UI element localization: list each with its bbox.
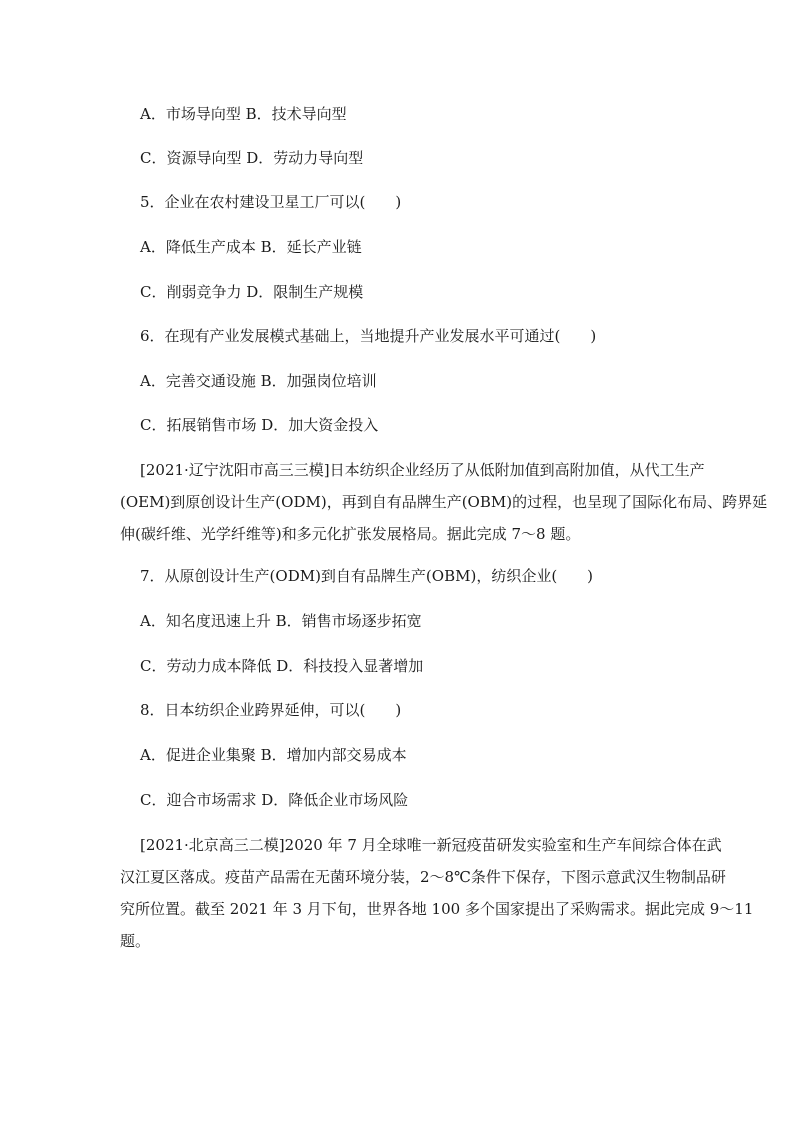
option-line-4cd: C．资源导向型 D．劳动力导向型 [140,149,364,167]
option-line-7ab: A．知名度迅速上升 B．销售市场逐步拓宽 [140,612,422,630]
question-5: 5．企业在农村建设卫星工厂可以( ) [140,193,402,211]
question-7: 7．从原创设计生产(ODM)到自有品牌生产(OBM)，纺织企业( ) [140,567,594,585]
passage-9-11-line-1: [2021·北京高三二模]2020 年 7 月全球唯一新冠疫苗研发实验室和生产车间综合体在武 [140,836,722,854]
question-8: 8．日本纺织企业跨界延伸，可以( ) [140,701,402,719]
option-line-5ab: A．降低生产成本 B．延长产业链 [140,238,362,256]
passage-9-11-line-4: 题。 [120,932,151,950]
passage-9-11-line-3: 究所位置。截至 2021 年 3 月下旬，世界各地 100 多个国家提出了采购需求。据此完成 9～11 [120,900,754,918]
passage-7-8 [120,454,768,550]
passage-7-8-line-3: 伸(碳纤维、光学纤维等)和多元化扩张发展格局。据此完成 7～8 题。 [120,525,581,543]
option-line-8ab: A．促进企业集聚 B．增加内部交易成本 [140,746,407,764]
passage-9-11-line-2: 汉江夏区落成。疫苗产品需在无菌环境分装，2～8℃条件下保存，下图示意武汉生物制品研 [120,868,726,886]
option-line-8cd: C．迎合市场需求 D．降低企业市场风险 [140,791,409,809]
question-6: 6．在现有产业发展模式基础上，当地提升产业发展水平可通过( ) [140,327,597,345]
passage-7-8-line-1: [2021·辽宁沈阳市高三三模]日本纺织企业经历了从低附加值到高附加值，从代工生产 [140,461,705,479]
option-line-4ab: A．市场导向型 B．技术导向型 [140,105,347,123]
option-line-6cd: C．拓展销售市场 D．加大资金投入 [140,416,379,434]
option-line-6ab: A．完善交通设施 B．加强岗位培训 [140,372,377,390]
passage-9-11 [120,829,754,957]
passage-7-8-line-2: (OEM)到原创设计生产(ODM)，再到自有品牌生产(OBM)的过程，也呈现了国际化布局、跨界延 [120,493,768,511]
option-line-7cd: C．劳动力成本降低 D．科技投入显著增加 [140,657,424,675]
option-line-5cd: C．削弱竞争力 D．限制生产规模 [140,283,364,301]
